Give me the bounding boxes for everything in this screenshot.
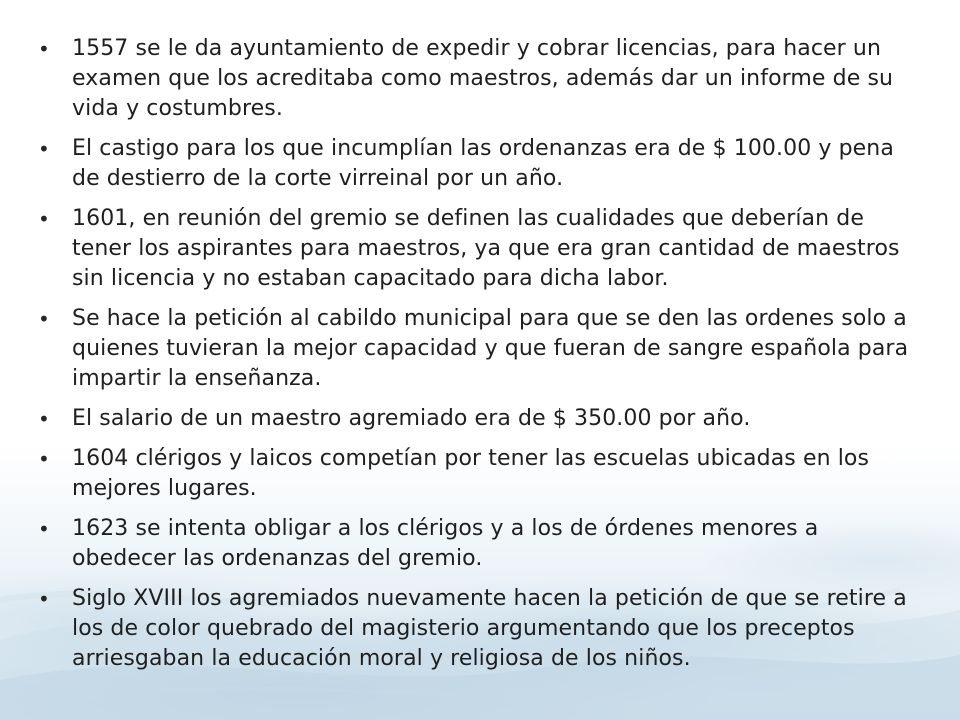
list-item-text: Se hace la petición al cabildo municipal para que se den las ordenes solo a quienes tuvieran la mejor capacidad y que fueran de sangre española para impartir la enseñanza. [72, 306, 909, 391]
bullet-icon: • [38, 447, 50, 471]
list-item-text: 1623 se intenta obligar a los clérigos y a los de órdenes menores a obedecer las ordenanzas del gremio. [72, 516, 819, 571]
bullet-icon: • [38, 207, 50, 231]
list-item-text: 1601, en reunión del gremio se definen las cualidades que deberían de tener los aspirantes para maestros, ya que era gran cantidad de maestros sin licencia y no estaban capacitado para dicha labor. [72, 206, 900, 291]
list-item [30, 34, 910, 124]
slide-content [30, 34, 910, 684]
list-item [30, 304, 910, 394]
list-item [30, 134, 910, 194]
list-item-text: El salario de un maestro agremiado era de $ 350.00 por año. [72, 406, 751, 431]
list-item [30, 584, 910, 674]
list-item [30, 444, 910, 504]
bullet-icon: • [38, 587, 50, 611]
bullet-icon: • [38, 407, 50, 431]
bullet-icon: • [38, 137, 50, 161]
bullet-list [30, 34, 910, 674]
list-item [30, 204, 910, 294]
list-item [30, 404, 910, 434]
list-item-text: El castigo para los que incumplían las ordenanzas era de $ 100.00 y pena de destierro de la corte virreinal por un año. [72, 136, 894, 191]
list-item [30, 514, 910, 574]
list-item-text: 1557 se le da ayuntamiento de expedir y cobrar licencias, para hacer un examen que los acreditaba como maestros, además dar un informe de su vida y costumbres. [72, 36, 894, 121]
list-item-text: 1604 clérigos y laicos competían por tener las escuelas ubicadas en los mejores lugares. [72, 446, 870, 501]
list-item-text: Siglo XVIII los agremiados nuevamente hacen la petición de que se retire a los de color quebrado del magisterio argumentando que los preceptos arriesgaban la educación moral y religiosa de los niños. [72, 586, 907, 671]
bullet-icon: • [38, 517, 50, 541]
bullet-icon: • [38, 37, 50, 61]
bullet-icon: • [38, 307, 50, 331]
